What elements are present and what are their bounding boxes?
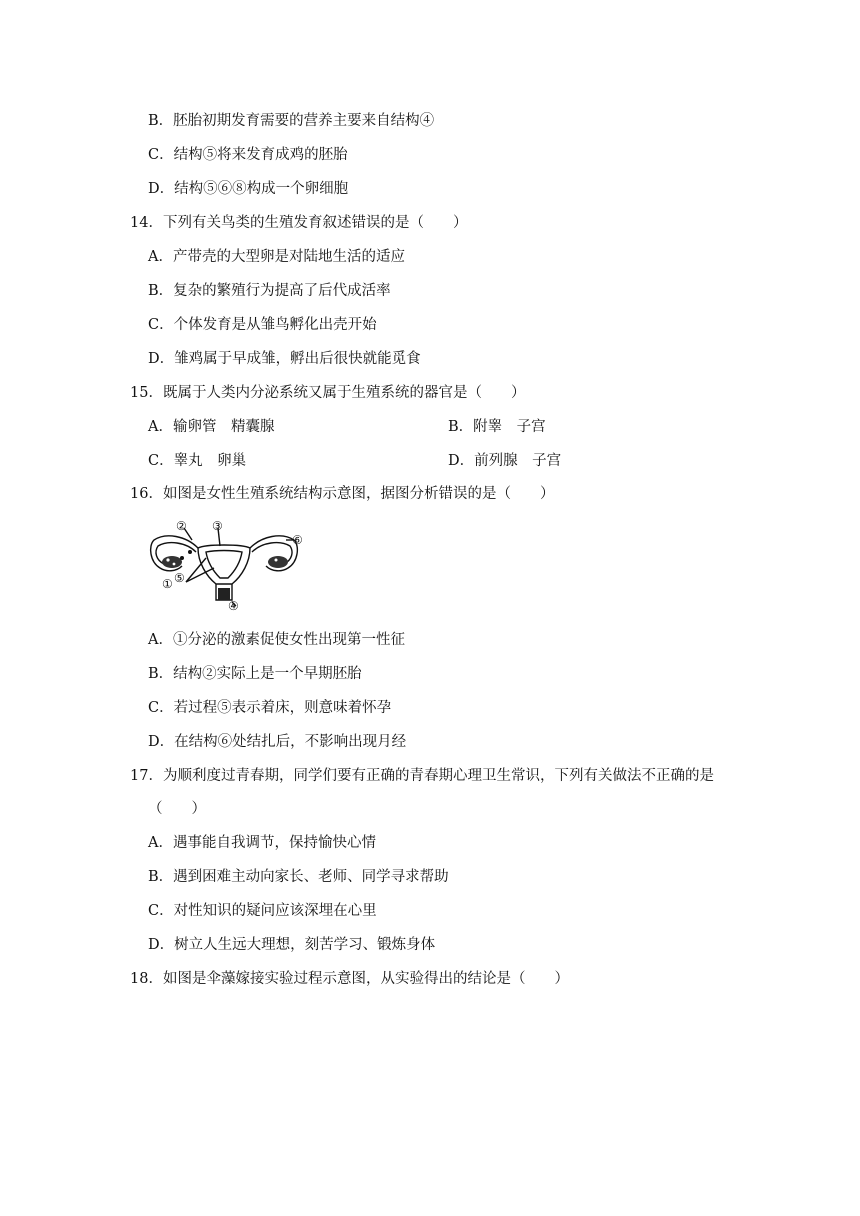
q13-option-c: C．结构⑤将来发育成鸡的胚胎 [148,147,348,163]
q15-option-a: A．输卵管 精囊腺 [148,419,275,435]
q16-option-a: A．①分泌的激素促使女性出现第一性征 [148,632,405,648]
q16-option-b: B．结构②实际上是一个早期胚胎 [148,666,362,682]
diagram-label-3: ③ [212,519,223,533]
diagram-label-2: ② [176,519,187,533]
q17-option-c: C．对性知识的疑问应该深埋在心里 [148,903,377,919]
q16-option-d: D．在结构⑥处结扎后，不影响出现月经 [148,734,407,750]
diagram-label-1: ① [162,577,173,591]
reproductive-diagram-svg [146,518,306,614]
q15-option-b: B．附睾 子宫 [448,419,546,435]
q17-stem: 17．为顺利度过青春期，同学们要有正确的青春期心理卫生常识，下列有关做法不正确的是 [130,768,714,784]
q13-option-b: B．胚胎初期发育需要的营养主要来自结构④ [148,113,435,129]
q14-option-c: C．个体发育是从雏鸟孵化出壳开始 [148,317,377,333]
q18-stem: 18．如图是伞藻嫁接实验过程示意图，从实验得出的结论是（ ） [130,971,569,987]
q17-option-a: A．遇事能自我调节，保持愉快心情 [148,835,376,851]
diagram-label-4: ④ [228,599,239,613]
q16-option-c: C．若过程⑤表示着床，则意味着怀孕 [148,700,392,716]
q15-option-d: D．前列腺 子宫 [448,453,562,469]
q15-option-c: C．睾丸 卵巢 [148,453,247,469]
q16-stem: 16．如图是女性生殖系统结构示意图，据图分析错误的是（ ） [130,486,555,502]
q17-option-b: B．遇到困难主动向家长、老师、同学寻求帮助 [148,869,449,885]
q13-option-d: D．结构⑤⑥⑧构成一个卵细胞 [148,181,349,197]
q14-option-d: D．雏鸡属于早成雏，孵出后很快就能觅食 [148,351,421,367]
q17-stem-continuation: （ ） [148,801,206,817]
q14-option-a: A．产带壳的大型卵是对陆地生活的适应 [148,249,405,265]
q17-option-d: D．树立人生远大理想，刻苦学习、锻炼身体 [148,937,436,953]
q14-option-b: B．复杂的繁殖行为提高了后代成活率 [148,283,391,299]
diagram-label-6: ⑥ [292,533,303,547]
q14-stem: 14．下列有关鸟类的生殖发育叙述错误的是（ ） [130,215,468,231]
female-reproductive-system-diagram [146,518,306,614]
q15-stem: 15．既属于人类内分泌系统又属于生殖系统的器官是（ ） [130,385,526,401]
diagram-label-5: ⑤ [174,571,185,585]
